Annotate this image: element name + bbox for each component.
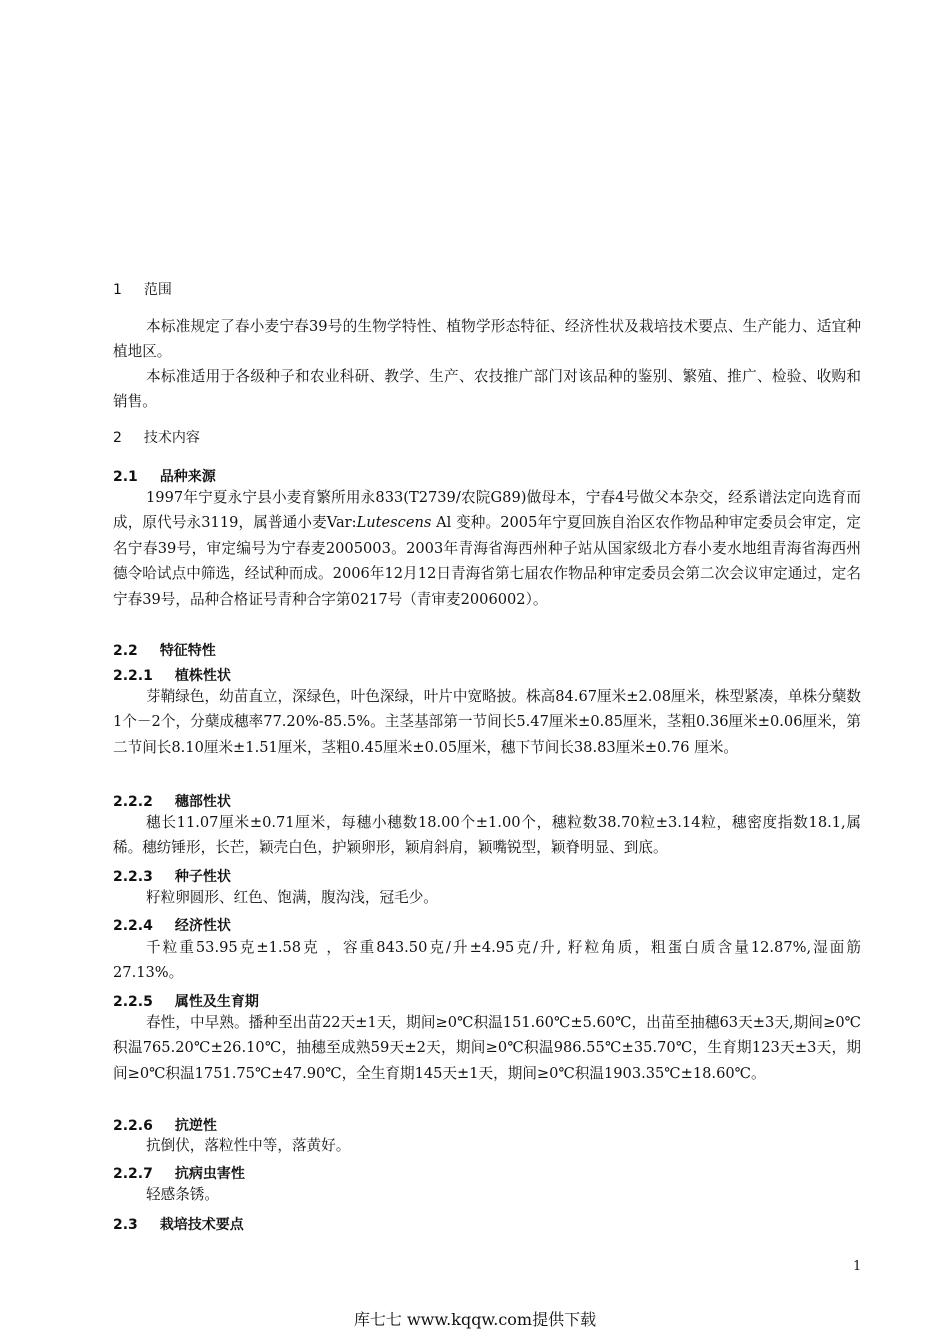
section-title: 种子性状: [174, 869, 231, 885]
section-title: 经济性状: [174, 918, 231, 934]
section-number: 2.1: [113, 469, 138, 485]
scope-paragraph-1: 本标准规定了春小麦宁春39号的生物学特性、植物学形态特征、经济性状及栽培技术要点、生产能力、适宜种植地区。: [113, 318, 861, 361]
section-number: 2.2.4: [113, 918, 153, 934]
section-number: 2.2.3: [113, 869, 153, 885]
footer-source-note: 库七七 www.kqqw.com提供下载: [353, 1310, 597, 1329]
page-number: 1: [853, 1259, 862, 1274]
section-title: 穗部性状: [174, 794, 231, 810]
economic-traits-paragraph: 千粒重53.95克±1.58克 ，容重843.50克/升±4.95克/升, 籽粒角质，粗蛋白质含量12.87%,湿面筋27.13%。: [113, 939, 861, 982]
section-2-1-heading: [113, 466, 216, 486]
section-2-2-3-heading: [113, 866, 231, 886]
section-number: 2.3: [113, 1217, 138, 1233]
variety-origin-paragraph: 1997年宁夏永宁县小麦育繁所用永833(T2739/农院G89)做母本，宁春4号做父本杂交，经系谱法定向选育而成，原代号永3119，属普通小麦Var:Lutescens Al 变种。2005年宁夏回族自治区农作物品种审定委员会审定，定名宁春39号，审定编号为宁春麦2005003。2003年青海省海西州种子站从国家级北方春小麦水地组青海省海西州德令哈试点中筛选，经试种而成。2006年12月12日青海省第七届农作物品种审定委员会第二次会议审定通过，定名宁春39号，品种合格证号青种合字第0217号（青审麦2006002）。: [113, 489, 861, 608]
section-2-2-2-heading: [113, 791, 231, 811]
section-2-2-5-heading: [113, 991, 259, 1011]
section-number: 2.2.6: [113, 1118, 153, 1134]
section-2-3-heading: [113, 1214, 244, 1234]
section-2-2-6-heading: [113, 1115, 217, 1135]
section-title: 抗病虫害性: [174, 1166, 245, 1182]
section-title: 特征特性: [159, 643, 216, 659]
section-number: 2.2: [113, 643, 138, 659]
section-2-2-4-heading: [113, 915, 231, 935]
section-2-2-7-heading: [113, 1163, 245, 1183]
section-title: 植株性状: [174, 668, 231, 684]
section-number: 2.2.7: [113, 1166, 153, 1182]
section-number: 2.2.5: [113, 994, 153, 1010]
section-title: 品种来源: [159, 469, 216, 485]
section-2-2-heading: [113, 640, 216, 660]
section-title: 抗逆性: [174, 1118, 217, 1134]
section-1-heading: [113, 279, 172, 299]
ear-traits-paragraph: 穗长11.07厘米±0.71厘米，每穗小穗数18.00个±1.00个，穗粒数38.70粒±3.14粒，穗密度指数18.1,属稀。穗纺锤形，长芒，颖壳白色，护颖卵形，颖肩斜肩，颖嘴锐型，颖脊明显、到底。: [113, 814, 861, 857]
section-2-heading: [113, 427, 200, 447]
section-2-2-1-heading: [113, 665, 231, 685]
section-number: 1: [113, 282, 122, 298]
variety-name-italic: Lutescens: [356, 514, 432, 532]
section-title: 技术内容: [143, 430, 200, 446]
growth-period-paragraph: 春性，中早熟。播种至出苗22天±1天，期间≥0℃积温151.60℃±5.60℃，出苗至抽穗63天±3天,期间≥0℃积温765.20℃±26.10℃，抽穗至成熟59天±2天，期间≥0℃积温986.55℃±35.70℃，生育期123天±3天，期间≥0℃积温1751.75℃±47.90℃，全生育期145天±1天，期间≥0℃积温1903.35℃±18.60℃。: [113, 1014, 861, 1082]
section-number: 2.2.1: [113, 668, 153, 684]
section-number: 2: [113, 430, 122, 446]
seed-traits-paragraph: 籽粒卵圆形、红色、饱满，腹沟浅，冠毛少。: [146, 889, 438, 906]
section-title: 属性及生育期: [174, 994, 259, 1010]
section-title: 栽培技术要点: [159, 1217, 244, 1233]
plant-traits-paragraph: 芽鞘绿色，幼苗直立，深绿色，叶色深绿，叶片中宽略披。株高84.67厘米±2.08厘米，株型紧凑，单株分蘖数1个－2个，分蘖成穗率77.20%-85.5%。主茎基部第一节间长5.47厘米±0.85厘米，茎粗0.36厘米±0.06厘米，第二节间长8.10厘米±1.51厘米，茎粗0.45厘米±0.05厘米，穗下节间长38.83厘米±0.76 厘米。: [113, 688, 861, 756]
section-number: 2.2.2: [113, 794, 153, 810]
section-title: 范围: [143, 282, 172, 298]
stress-resistance-paragraph: 抗倒伏，落粒性中等，落黄好。: [146, 1137, 351, 1154]
scope-paragraph-2: 本标准适用于各级种子和农业科研、教学、生产、农技推广部门对该品种的鉴别、繁殖、推广、检验、收购和销售。: [113, 368, 861, 411]
disease-resistance-paragraph: 轻感条锈。: [146, 1186, 219, 1203]
